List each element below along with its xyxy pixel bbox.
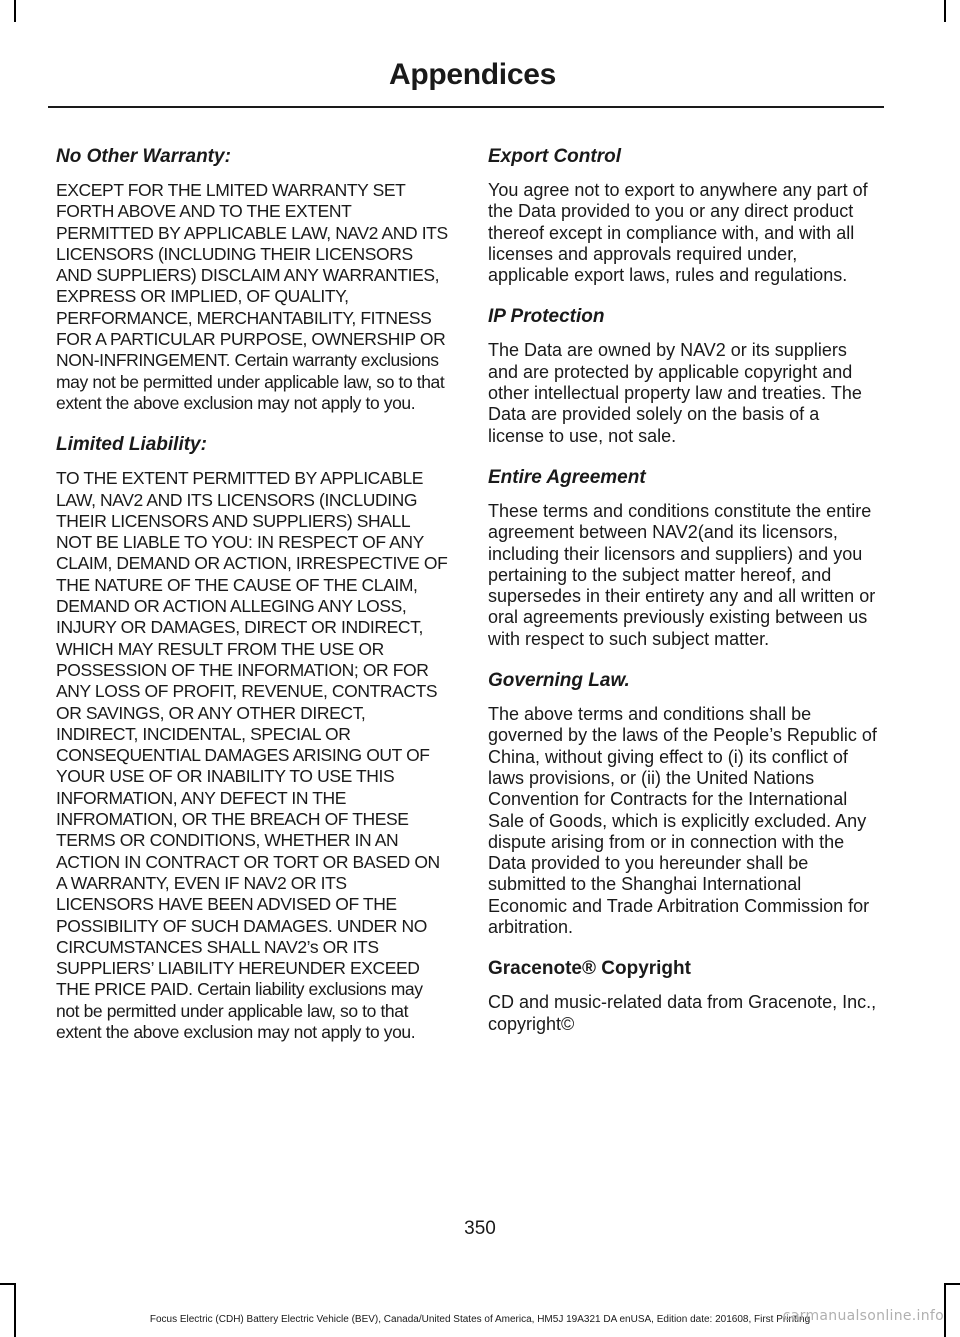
section-text-no-other-warranty: EXCEPT FOR THE LMITED WARRANTY SET FORTH ABOVE AND TO THE EXTENT PERMITTED BY APPLICABLE LAW, NAV2 AND ITS LICENSORS (INCLUDING THEIR LICENSORS AND SUPPLIERS) DISCLAIM ANY WARRANTIES, EXPRESS OR IMPLIED, OF QUALITY, PERFORMANCE, MERCHANTABILITY, FITNESS FOR A PARTICULAR PURPOSE, OWNERSHIP OR NON-INFRINGEMENT. Certain warranty exclusions may not be permitted under applicable law, so to that extent the above exclusion may not apply to you. <box>56 180 448 413</box>
section-heading-ip-protection: IP Protection <box>488 306 605 328</box>
section-heading-export-control: Export Control <box>488 146 621 167</box>
crop-mark-bottom-right-h <box>944 1283 960 1285</box>
page-number: 350 <box>464 1218 496 1239</box>
section-text-entire-agreement: These terms and conditions constitute the entire agreement between NAV2(and its licensors, including their licensors and suppliers) and you pertaining to the subject matter hereof, and supersedes in their entirety any and all written or oral agreements previously existing between us with respect to such subject matter. <box>488 500 876 649</box>
section-heading-gracenote-copyright: Gracenote® Copyright <box>488 958 691 980</box>
section-heading-entire-agreement: Entire Agreement <box>488 466 646 488</box>
crop-mark-bottom-right-v <box>944 1283 946 1337</box>
section-text-export-control: You agree not to export to anywhere any part of the Data provided to you or any direct product thereof except in compliance with, and with all licenses and approvals required under, applicable export laws, rules and regulations. <box>488 180 868 286</box>
section-text-gracenote-copyright: CD and music-related data from Gracenote, Inc., copyright© <box>488 992 877 1034</box>
section-heading-limited-liability: Limited Liability: <box>56 434 207 456</box>
header-divider <box>48 106 884 108</box>
crop-mark-top-right-v <box>944 0 946 22</box>
crop-mark-bottom-left-v <box>14 1283 16 1337</box>
left-column <box>56 144 448 1061</box>
crop-mark-top-left-v <box>14 0 16 22</box>
right-column <box>488 144 880 1053</box>
section-heading-governing-law: Governing Law. <box>488 670 630 692</box>
crop-mark-bottom-left-h <box>0 1283 16 1285</box>
footer-edition-info: Focus Electric (CDH) Battery Electric Vehicle (BEV), Canada/United States of America, HM5J 19A321 DA enUSA, Edition date: 201608, First Printing <box>149 1314 811 1325</box>
page-title: Appendices <box>388 58 556 91</box>
watermark: carmanualsonline.info <box>782 1308 944 1324</box>
section-heading-no-other-warranty: No Other Warranty: <box>56 146 231 167</box>
section-text-ip-protection: The Data are owned by NAV2 or its suppliers and are protected by applicable copyright and other intellectual property law and treaties. The Data are provided solely on the basis of a license to use, not sale. <box>488 340 862 446</box>
section-text-limited-liability: TO THE EXTENT PERMITTED BY APPLICABLE LAW, NAV2 AND ITS LICENSORS (INCLUDING THEIR LICENSORS AND SUPPLIERS) SHALL NOT BE LIABLE TO YOU: IN RESPECT OF ANY CLAIM, DEMAND OR ACTION, IRRESPECTIVE OF THE NATURE OF THE CAUSE OF THE CLAIM, DEMAND OR ACTION ALLEGING ANY LOSS, INJURY OR DAMAGES, DIRECT OR INDIRECT, WHICH MAY RESULT FROM THE USE OR POSSESSION OF THE INFORMATION; OR FOR ANY LOSS OF PROFIT, REVENUE, CONTRACTS OR SAVINGS, OR ANY OTHER DIRECT, INDIRECT, INCIDENTAL, SPECIAL OR CONSEQUENTIAL DAMAGES ARISING OUT OF YOUR USE OF OR INABILITY TO USE THIS INFORMATION, ANY DEFECT IN THE INFROMATION, OR THE BREACH OF THESE TERMS OR CONDITIONS, WHETHER IN AN ACTION IN CONTRACT OR TORT OR BASED ON A WARRANTY, EVEN IF NAV2 OR ITS LICENSORS HAVE BEEN ADVISED OF THE POSSIBILITY OF SUCH DAMAGES. UNDER NO CIRCUMSTANCES SHALL NAV2’s OR ITS SUPPLIERS’ LIABILITY HEREUNDER EXCEED THE PRICE PAID. Certain liability exclusions may not be permitted under applicable law, so to that extent the above exclusion may not apply to you. <box>56 468 448 1042</box>
section-text-governing-law: The above terms and conditions shall be governed by the laws of the People’s Republic of China, without giving effect to (i) its conflict of laws provisions, or (ii) the United Nations Convention for Contracts for the International Sale of Goods, which is explicitly excluded. Any dispute arising from or in connection with the Data provided to you hereunder shall be submitted to the Shanghai International Economic and Trade Arbitration Commission for arbitration. <box>488 704 877 938</box>
